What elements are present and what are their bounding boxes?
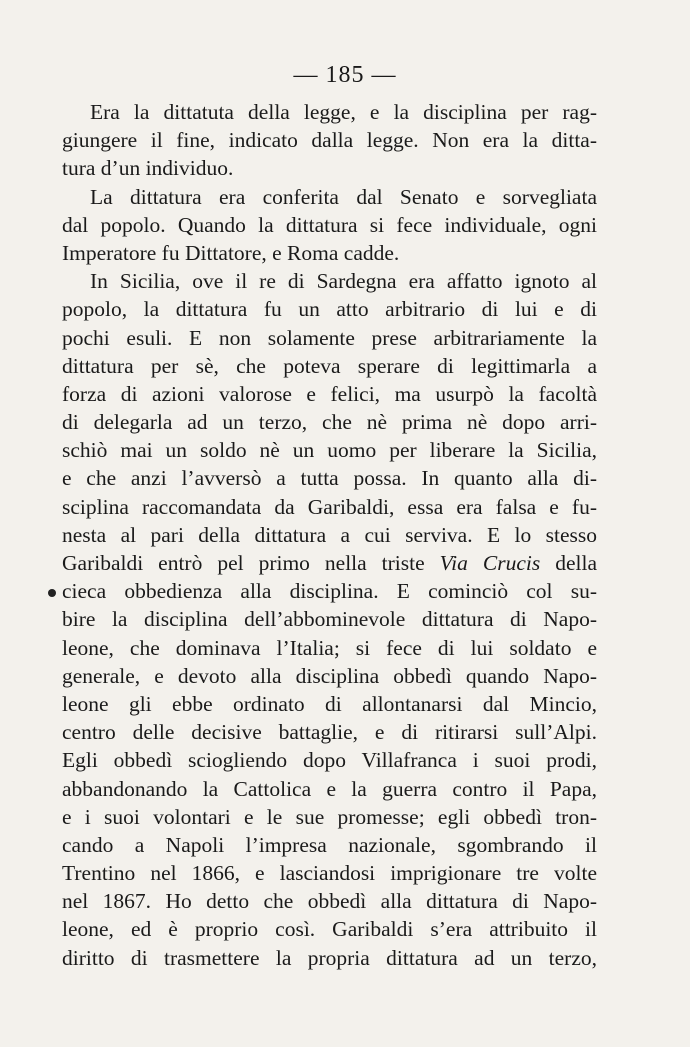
text-line: abbandonando la Cattolica e la guerra contro il Papa, [62,776,597,801]
text-fragment: Garibaldi entrò pel primo nella triste [62,551,440,575]
text-line: diritto di trasmettere la propria dittatura ad un terzo, [62,945,597,970]
text-line: e che anzi l’avversò a tutta possa. In quanto alla di- [62,466,597,491]
text-line: bire la disciplina dell’abbominevole dittatura di Napo- [62,607,597,632]
text-line: giungere il fine, indicato dalla legge. Non era la ditta- [62,128,597,153]
text-line: Era la dittatuta della legge, e la disciplina per rag- [90,100,597,124]
text-line: Trentino nel 1866, e lasciandosi imprigionare tre volte [62,861,597,886]
text-line: leone, ed è proprio così. Garibaldi s’era attribuito il [62,917,597,942]
text-line: pochi esuli. E non solamente prese arbitrariamente la [62,325,597,350]
italic-title: Via Crucis [439,551,541,575]
page-number: — 185 — [293,62,397,88]
text-fragment: della [540,551,597,575]
text-line: cando a Napoli l’impresa nazionale, sgombrando il [62,832,597,857]
text-line: di delegarla ad un terzo, che nè prima nè dopo arri- [62,410,597,435]
text-line: nel 1867. Ho detto che obbedì alla dittatura di Napo- [62,889,597,914]
text-line: tura d’un individuo. [62,156,234,181]
text-line: In Sicilia, ove il re di Sardegna era affatto ignoto al [90,269,597,294]
text-line: dittatura per sè, che poteva sperare di legittimarla a [62,353,597,378]
margin-mark [48,589,56,597]
text-line: nesta al pari della dittatura a cui serviva. E lo stesso [62,522,597,547]
text-line: Egli obbedì sciogliendo dopo Villafranca i suoi prodi, [62,748,597,773]
text-line: leone, che dominava l’Italia; si fece di lui soldato e [62,635,597,660]
text-line [62,549,597,577]
text-line: sciplina raccomandata da Garibaldi, essa era falsa e fu- [62,494,597,519]
text-line: popolo, la dittatura fu un atto arbitrario di lui e di [62,297,597,322]
text-line: schiò mai un soldo nè un uomo per liberare la Sicilia, [62,438,597,463]
text-line: Imperatore fu Dittatore, e Roma cadde. [62,240,400,265]
text-line: leone gli ebbe ordinato di allontanarsi dal Mincio, [62,691,597,716]
text-line: cieca obbedienza alla disciplina. E cominciò col su- [62,579,597,604]
text-line: e i suoi volontari e le sue promesse; egli obbedì tron- [62,804,597,829]
text-line: La dittatura era conferita dal Senato e sorvegliata [90,184,597,209]
text-line: forza di azioni valorose e felici, ma usurpò la facoltà [62,381,597,406]
text-line: centro delle decisive battaglie, e di ritirarsi sull’Alpi. [62,720,597,745]
text-line: dal popolo. Quando la dittatura si fece individuale, ogni [62,212,597,237]
text-line: generale, e devoto alla disciplina obbedì quando Napo- [62,663,597,688]
body-text [62,98,597,972]
